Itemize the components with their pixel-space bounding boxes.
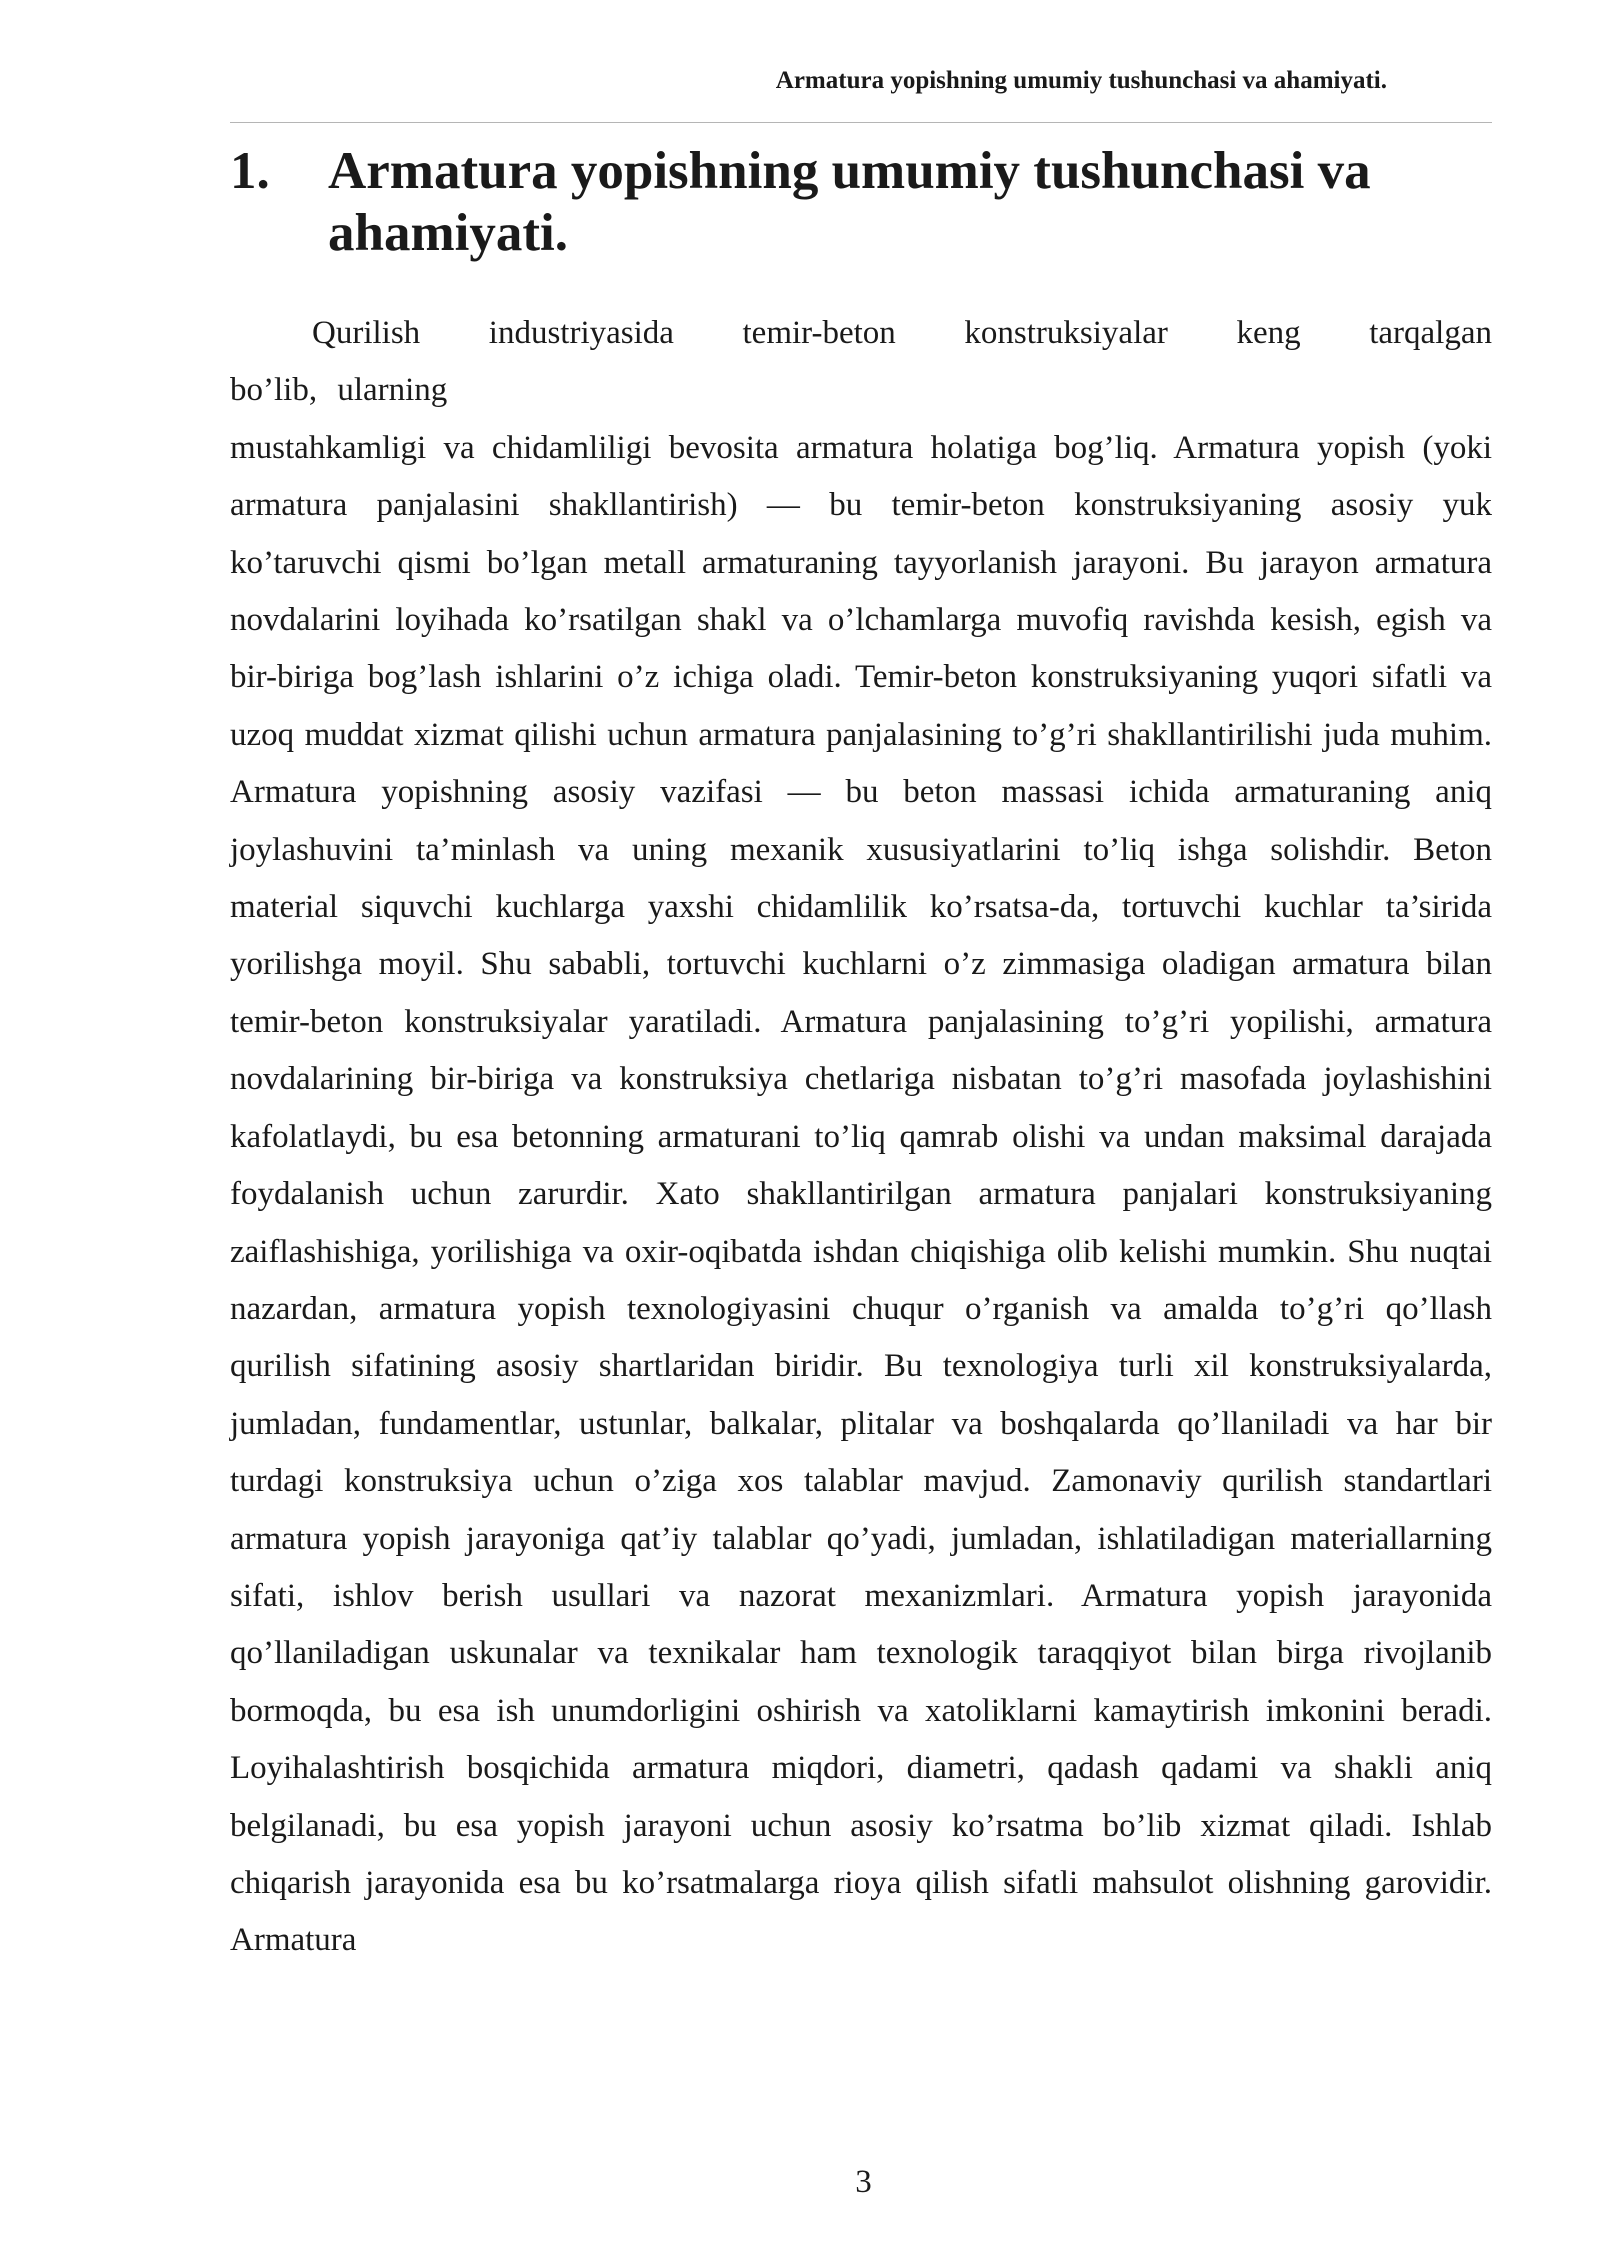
page-number: 3 xyxy=(855,2164,872,2200)
body-paragraph xyxy=(230,305,1492,1970)
paragraph-second-line: bo’lib, ularning xyxy=(230,372,448,409)
chapter-title: Armatura yopishning umumiy tushunchasi va ahamiyati. xyxy=(328,142,1371,262)
running-header-title: Armatura yopishning umumiy tushunchasi va ahamiyati. xyxy=(775,67,1387,94)
paragraph-body: mustahkamligi va chidamliligi bevosita armatura holatiga bog’liq. Armatura yopish (yoki armatura panjalasini shakllantirish) — bu temir-beton konstruksiyaning asosiy yuk ko’taruvchi qismi bo’lgan metall armaturaning tayyorlanish jarayoni. Bu jarayon armatura novdalarini loyihada ko’rsatilgan shakl va o’lchamlarga muvofiq ravishda kesish, egish va bir-biriga bog’lash ishlarini o’z ichiga oladi. Temir-beton konstruksiyaning yuqori sifatli va uzoq muddat xizmat qilishi uchun armatura panjalasining to’g’ri shakllantirilishi juda muhim. Armatura yopishning asosiy vazifasi — bu beton massasi ichida armaturaning aniq joylashuvini ta’minlash va uning mexanik xususiyatlarini to’liq ishga solishdir. Beton material siquvchi kuchlarga yaxshi chidamlilik ko’rsatsa-da, tortuvchi kuchlar ta’sirida yorilishga moyil. Shu sababli, tortuvchi kuchlarni o’z zimmasiga oladigan armatura bilan temir-beton konstruksiyalar yaratiladi. Armatura panjalasining to’g’ri yopilishi, armatura novdalarining bir-biriga va konstruksiya chetlariga nisbatan to’g’ri masofada joylashishini kafolatlaydi, bu esa betonning armaturani to’liq qamrab olishi va undan maksimal darajada foydalanish uchun zarurdir. Xato shakllantirilgan armatura panjalari konstruksiyaning zaiflashishiga, yorilishiga va oxir-oqibatda ishdan chiqishiga olib kelishi mumkin. Shu nuqtai nazardan, armatura yopish texnologiyasini chuqur o’rganish va amalda to’g’ri qo’llash qurilish sifatining asosiy shartlaridan biridir. Bu texnologiya turli xil konstruksiyalarda, jumladan, fundamentlar, ustunlar, balkalar, plitalar va boshqalarda qo’llaniladi va har bir turdagi konstruksiya uchun o’ziga xos talablar mavjud. Zamonaviy qurilish standartlari armatura yopish jarayoniga qat’iy talablar qo’yadi, jumladan, ishlatiladigan materiallarning sifati, ishlov berish usullari va nazorat mexanizmlari. Armatura yopish jarayonida qo’llaniladigan uskunalar va texnikalar ham texnologik taraqqiyot bilan birga rivojlanib bormoqda, bu esa ish unumdorligini oshirish va xatoliklarni kamaytirish imkonini beradi. Loyihalashtirish bosqichida armatura miqdori, diametri, qadash qadami va shakli aniq belgilanadi, bu esa yopish jarayoni uchun asosiy ko’rsatma bo’lib xizmat qiladi. Ishlab chiqarish jarayonida esa bu ko’rsatmalarga rioya qilish sifatli mahsulot olishning garovidir. Armatura xyxy=(230,429,1492,1959)
chapter-heading xyxy=(230,140,1492,264)
running-header xyxy=(230,68,1437,93)
paragraph-first-line: Qurilish industriyasida temir-beton konstruksiyalar keng tarqalgan xyxy=(312,315,1492,351)
chapter-number: 1. xyxy=(230,142,270,200)
header-divider xyxy=(230,122,1492,123)
